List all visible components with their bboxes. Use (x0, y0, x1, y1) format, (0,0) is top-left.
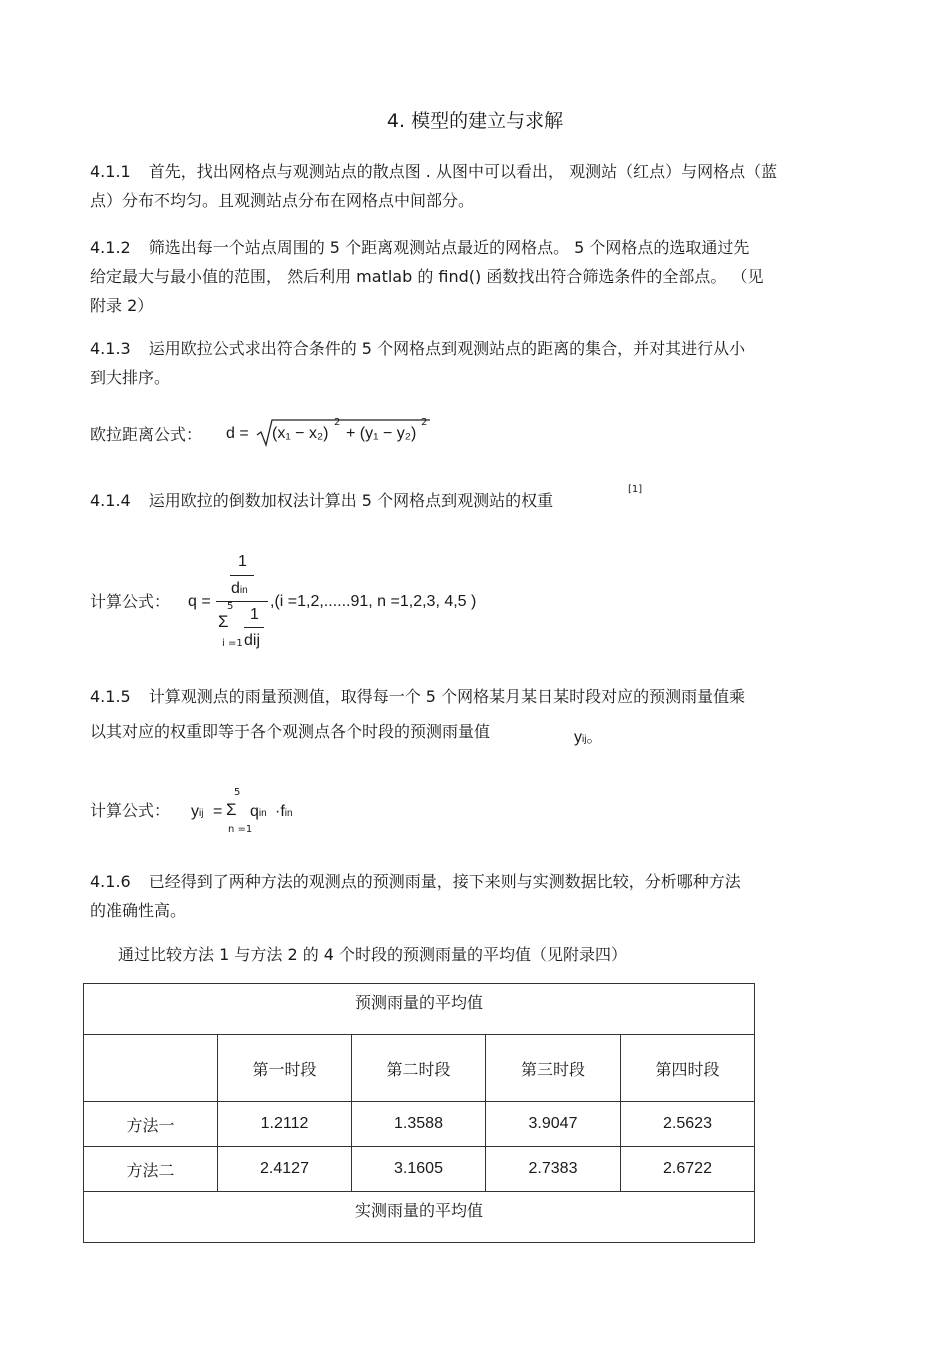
frac-d: d (231, 580, 240, 597)
sigma-icon: Σ (226, 800, 237, 819)
q-symbol: q (250, 803, 259, 820)
sum-lower: n =1 (228, 824, 253, 835)
row-label: 方法二 (84, 1147, 218, 1192)
paragraph-4-1-3 (90, 334, 745, 363)
table-cell: 3.9047 (486, 1102, 621, 1147)
section-number: 4.1.5 (90, 687, 131, 706)
y-sub: ij (199, 808, 204, 819)
citation-ref: [1] (628, 484, 643, 495)
paragraph-line: 筛选出每一个站点周围的 5 个距离观测站点最近的网格点。 5 个网格点的选取通过先 (148, 238, 750, 257)
y-symbol: y (191, 803, 199, 820)
sum-upper: 5 (227, 601, 234, 612)
frac-denominator (231, 580, 248, 598)
paragraph-4-1-4 (90, 486, 553, 515)
paragraph-line: 附录 2） (90, 296, 154, 315)
formula-lhs: d = (226, 425, 249, 442)
inner-numerator: 1 (250, 606, 259, 623)
q-term (250, 803, 267, 821)
paragraph-line: 已经得到了两种方法的观测点的预测雨量，接下来则与实测数据比较，分析哪种方法 (148, 872, 741, 891)
table-footer: 实测雨量的平均值 (84, 1192, 755, 1243)
compare-text: 通过比较方法 1 与方法 2 的 4 个时段的预测雨量的平均值（见附录四） (118, 945, 628, 964)
euler-exp-2: 2 (421, 417, 428, 428)
table-header: 第二时段 (352, 1035, 486, 1102)
table-cell: 2.6722 (621, 1147, 755, 1192)
frac-numerator: 1 (238, 553, 247, 570)
table-cell: 1.3588 (352, 1102, 486, 1147)
table-cell: 2.5623 (621, 1102, 755, 1147)
table-header: 第三时段 (486, 1035, 621, 1102)
paragraph-line: 点）分布不均匀。且观测站点分布在网格点中间部分。 (90, 191, 475, 210)
var-sub: ij (582, 734, 587, 745)
euler-term-x: (x₁ − x₂) (272, 425, 329, 442)
fraction-bar (230, 575, 254, 576)
paragraph-line: 到大排序。 (90, 368, 171, 387)
sigma-icon: Σ (218, 612, 229, 631)
formula-label: 欧拉距离公式： (90, 425, 203, 444)
formula-lhs (191, 803, 203, 821)
index-range: ,(i =1,2,......91, n =1,2,3, 4,5 ) (270, 593, 477, 610)
paragraph-line: 以其对应的权重即等于各个观测点各个时段的预测雨量值 (90, 722, 491, 741)
row-label: 方法一 (84, 1102, 218, 1147)
section-number: 4.1.2 (90, 238, 131, 257)
paragraph-line: 首先，找出网格点与观测站点的散点图 . 从图中可以看出， 观测站（红点）与网格点（蓝 (148, 162, 778, 181)
table-header: 第一时段 (218, 1035, 352, 1102)
paragraph-4-1-6 (90, 867, 741, 896)
paragraph-4-1-5 (90, 682, 745, 711)
sum-lower: i =1 (222, 638, 243, 649)
table-cell: 2.7383 (486, 1147, 621, 1192)
inner-fraction-bar (244, 627, 264, 628)
table-cell: 3.1605 (352, 1147, 486, 1192)
paragraph-4-1-2 (90, 233, 749, 262)
table-row (84, 1102, 755, 1147)
section-title: 4. 模型的建立与求解 (386, 110, 564, 132)
table-header: 第四时段 (621, 1035, 755, 1102)
section-number: 4.1.6 (90, 872, 131, 891)
table-corner (84, 1035, 218, 1102)
paragraph-line: 计算观测点的雨量预测值，取得每一个 5 个网格某月某日某时段对应的预测雨量值乘 (148, 687, 746, 706)
inner-denominator: dij (244, 632, 261, 649)
formula-label: 计算公式： (90, 801, 171, 820)
section-number: 4.1.3 (90, 339, 131, 358)
paragraph-line: 给定最大与最小值的范围， 然后利用 matlab 的 find() 函数找出符合筛选条件的全部点。 （见 (90, 267, 764, 286)
euler-term-y: + (y₁ − y₂) (346, 425, 417, 442)
formula-label: 计算公式： (90, 592, 171, 611)
table-cell: 2.4127 (218, 1147, 352, 1192)
variable-y (574, 724, 602, 747)
var-y: y (574, 729, 582, 746)
sum-upper: 5 (234, 787, 241, 798)
q-sub: in (258, 808, 267, 819)
rainfall-table (83, 983, 755, 1243)
f-sub: in (284, 808, 293, 819)
main-fraction-bar (216, 601, 268, 602)
frac-sub: in (239, 585, 248, 596)
equals-sign: = (213, 803, 223, 820)
section-number: 4.1.1 (90, 162, 131, 181)
paragraph-4-1-1 (90, 157, 777, 186)
f-symbol: ·f (275, 803, 285, 820)
f-term (275, 803, 293, 821)
table-title: 预测雨量的平均值 (84, 984, 755, 1035)
table-row (84, 1147, 755, 1192)
paragraph-line: 运用欧拉的倒数加权法计算出 5 个网格点到观测站的权重 (148, 491, 554, 510)
section-number: 4.1.4 (90, 491, 131, 510)
paragraph-line: 的准确性高。 (90, 901, 187, 920)
period: 。 (586, 729, 603, 746)
paragraph-line: 运用欧拉公式求出符合条件的 5 个网格点到观测站点的距离的集合，并对其进行从小 (148, 339, 746, 358)
table-cell: 1.2112 (218, 1102, 352, 1147)
euler-exp-1: 2 (334, 417, 341, 428)
formula-lhs: q = (188, 593, 211, 610)
